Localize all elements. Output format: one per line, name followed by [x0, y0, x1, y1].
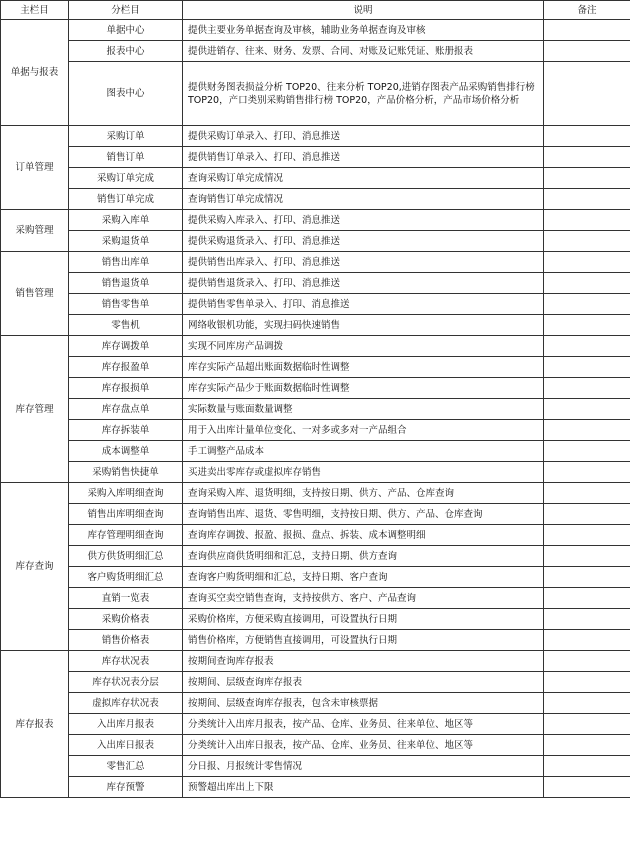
note-cell: [544, 315, 630, 336]
header-note: 备注: [544, 1, 630, 20]
description-cell: 预警超出库出上下限: [183, 777, 544, 798]
note-cell: [544, 567, 630, 588]
header-row: [1, 1, 630, 20]
sub-category-cell: 库存报盈单: [69, 357, 183, 378]
description-cell: 分日报、月报统计零售情况: [183, 756, 544, 777]
table-row: [1, 420, 630, 441]
table-row: [1, 630, 630, 651]
description-cell: 分类统计入出库日报表，按产品、仓库、业务员、往来单位、地区等: [183, 735, 544, 756]
table-row: [1, 252, 630, 273]
table-row: [1, 189, 630, 210]
sub-category-cell: 直销一览表: [69, 588, 183, 609]
sub-category-cell: 销售订单: [69, 147, 183, 168]
note-cell: [544, 378, 630, 399]
note-cell: [544, 252, 630, 273]
note-cell: [544, 357, 630, 378]
sub-category-cell: 单据中心: [69, 20, 183, 41]
table-row: [1, 567, 630, 588]
table-row: [1, 20, 630, 41]
main-category-cell: 单据与报表: [1, 20, 69, 126]
sub-category-cell: 入出库日报表: [69, 735, 183, 756]
description-cell: 提供财务图表损益分析 TOP20、往来分析 TOP20,进销存图表产品采购销售排行榜 TOP20，产口类别采购销售排行榜 TOP20，产品价格分析，产品市场价格分析: [183, 62, 544, 126]
description-cell: 提供采购订单录入、打印、消息推送: [183, 126, 544, 147]
description-cell: 分类统计入出库月报表，按产品、仓库、业务员、往来单位、地区等: [183, 714, 544, 735]
description-cell: 提供销售零售单录入、打印、消息推送: [183, 294, 544, 315]
note-cell: [544, 714, 630, 735]
note-cell: [544, 525, 630, 546]
note-cell: [544, 756, 630, 777]
description-cell: 采购价格库，方便采购直接调用，可设置执行日期: [183, 609, 544, 630]
description-cell: 查询库存调拨、报盈、报损、盘点、拆装、成本调整明细: [183, 525, 544, 546]
sub-category-cell: 库存调拨单: [69, 336, 183, 357]
table-row: [1, 504, 630, 525]
sub-category-cell: 图表中心: [69, 62, 183, 126]
description-cell: 按期间、层级查询库存报表: [183, 672, 544, 693]
table-row: [1, 210, 630, 231]
main-category-cell: 采购管理: [1, 210, 69, 252]
sub-category-cell: 库存报损单: [69, 378, 183, 399]
note-cell: [544, 420, 630, 441]
sub-category-cell: 库存拆装单: [69, 420, 183, 441]
description-cell: 用于入出库计量单位变化、一对多或多对一产品组合: [183, 420, 544, 441]
table-row: [1, 336, 630, 357]
note-cell: [544, 294, 630, 315]
description-cell: 实现不同库房产品调拨: [183, 336, 544, 357]
table-row: [1, 231, 630, 252]
table-row: [1, 441, 630, 462]
table-row: [1, 672, 630, 693]
sub-category-cell: 库存盘点单: [69, 399, 183, 420]
sub-category-cell: 采购订单: [69, 126, 183, 147]
sub-category-cell: 库存管理明细查询: [69, 525, 183, 546]
note-cell: [544, 41, 630, 62]
description-cell: 按期间查询库存报表: [183, 651, 544, 672]
header-main: 主栏目: [1, 1, 69, 20]
note-cell: [544, 630, 630, 651]
note-cell: [544, 168, 630, 189]
sub-category-cell: 销售价格表: [69, 630, 183, 651]
sub-category-cell: 零售汇总: [69, 756, 183, 777]
description-cell: 提供采购退货录入、打印、消息推送: [183, 231, 544, 252]
table-row: [1, 609, 630, 630]
note-cell: [544, 462, 630, 483]
note-cell: [544, 672, 630, 693]
table-row: [1, 399, 630, 420]
table-row: [1, 168, 630, 189]
note-cell: [544, 399, 630, 420]
sub-category-cell: 销售订单完成: [69, 189, 183, 210]
description-cell: 销售价格库，方便销售直接调用，可设置执行日期: [183, 630, 544, 651]
note-cell: [544, 126, 630, 147]
note-cell: [544, 588, 630, 609]
description-cell: 提供采购入库录入、打印、消息推送: [183, 210, 544, 231]
sub-category-cell: 采购价格表: [69, 609, 183, 630]
description-cell: 查询客户购货明细和汇总，支持日期、客户查询: [183, 567, 544, 588]
table-row: [1, 714, 630, 735]
table-body: [1, 20, 630, 798]
description-cell: 提供销售出库录入、打印、消息推送: [183, 252, 544, 273]
description-cell: 买进卖出零库存或虚拟库存销售: [183, 462, 544, 483]
main-category-cell: 订单管理: [1, 126, 69, 210]
table-row: [1, 378, 630, 399]
description-cell: 查询采购入库、退货明细，支持按日期、供方、产品、仓库查询: [183, 483, 544, 504]
sub-category-cell: 销售出库明细查询: [69, 504, 183, 525]
description-cell: 查询销售出库、退货、零售明细，支持按日期、供方、产品、仓库查询: [183, 504, 544, 525]
note-cell: [544, 231, 630, 252]
description-cell: 库存实际产品少于账面数据临时性调整: [183, 378, 544, 399]
sub-category-cell: 采购销售快捷单: [69, 462, 183, 483]
sub-category-cell: 采购退货单: [69, 231, 183, 252]
table-row: [1, 315, 630, 336]
table-row: [1, 126, 630, 147]
main-category-cell: 库存查询: [1, 483, 69, 651]
note-cell: [544, 441, 630, 462]
sub-category-cell: 供方供货明细汇总: [69, 546, 183, 567]
description-cell: 网络收银机功能，实现扫码快速销售: [183, 315, 544, 336]
table-row: [1, 357, 630, 378]
sub-category-cell: 采购入库明细查询: [69, 483, 183, 504]
header-sub: 分栏目: [69, 1, 183, 20]
note-cell: [544, 546, 630, 567]
table-row: [1, 294, 630, 315]
sub-category-cell: 销售出库单: [69, 252, 183, 273]
sub-category-cell: 零售机: [69, 315, 183, 336]
description-cell: 提供进销存、往来、财务、发票、合同、对账及记账凭证、账册报表: [183, 41, 544, 62]
description-cell: 查询买空卖空销售查询，支持按供方、客户、产品查询: [183, 588, 544, 609]
table-row: [1, 693, 630, 714]
table-row: [1, 273, 630, 294]
table-row: [1, 147, 630, 168]
note-cell: [544, 336, 630, 357]
note-cell: [544, 147, 630, 168]
table-row: [1, 62, 630, 126]
table-row: [1, 483, 630, 504]
note-cell: [544, 693, 630, 714]
description-cell: 查询采购订单完成情况: [183, 168, 544, 189]
table-row: [1, 756, 630, 777]
note-cell: [544, 483, 630, 504]
table-row: [1, 462, 630, 483]
table-row: [1, 525, 630, 546]
description-cell: 手工调整产品成本: [183, 441, 544, 462]
table-row: [1, 777, 630, 798]
note-cell: [544, 189, 630, 210]
description-cell: 实际数量与账面数量调整: [183, 399, 544, 420]
note-cell: [544, 735, 630, 756]
main-category-cell: 销售管理: [1, 252, 69, 336]
description-cell: 提供销售订单录入、打印、消息推送: [183, 147, 544, 168]
header-desc: 说明: [183, 1, 544, 20]
sub-category-cell: 销售零售单: [69, 294, 183, 315]
description-cell: 库存实际产品超出账面数据临时性调整: [183, 357, 544, 378]
sub-category-cell: 成本调整单: [69, 441, 183, 462]
sub-category-cell: 报表中心: [69, 41, 183, 62]
note-cell: [544, 20, 630, 41]
note-cell: [544, 210, 630, 231]
sub-category-cell: 采购订单完成: [69, 168, 183, 189]
description-cell: 查询销售订单完成情况: [183, 189, 544, 210]
sub-category-cell: 销售退货单: [69, 273, 183, 294]
sub-category-cell: 客户购货明细汇总: [69, 567, 183, 588]
sub-category-cell: 虚拟库存状况表: [69, 693, 183, 714]
note-cell: [544, 777, 630, 798]
note-cell: [544, 609, 630, 630]
note-cell: [544, 62, 630, 126]
note-cell: [544, 651, 630, 672]
table-row: [1, 651, 630, 672]
sub-category-cell: 采购入库单: [69, 210, 183, 231]
main-category-cell: 库存报表: [1, 651, 69, 798]
main-category-cell: 库存管理: [1, 336, 69, 483]
sub-category-cell: 库存状况表分层: [69, 672, 183, 693]
table-row: [1, 546, 630, 567]
description-cell: 提供主要业务单据查询及审核，辅助业务单据查询及审核: [183, 20, 544, 41]
table-row: [1, 41, 630, 62]
description-cell: 查询供应商供货明细和汇总，支持日期、供方查询: [183, 546, 544, 567]
table-row: [1, 735, 630, 756]
sub-category-cell: 库存状况表: [69, 651, 183, 672]
note-cell: [544, 504, 630, 525]
sub-category-cell: 库存预警: [69, 777, 183, 798]
description-cell: 提供销售退货录入、打印、消息推送: [183, 273, 544, 294]
sub-category-cell: 入出库月报表: [69, 714, 183, 735]
description-cell: 按期间、层级查询库存报表，包含未审核票据: [183, 693, 544, 714]
note-cell: [544, 273, 630, 294]
table-row: [1, 588, 630, 609]
